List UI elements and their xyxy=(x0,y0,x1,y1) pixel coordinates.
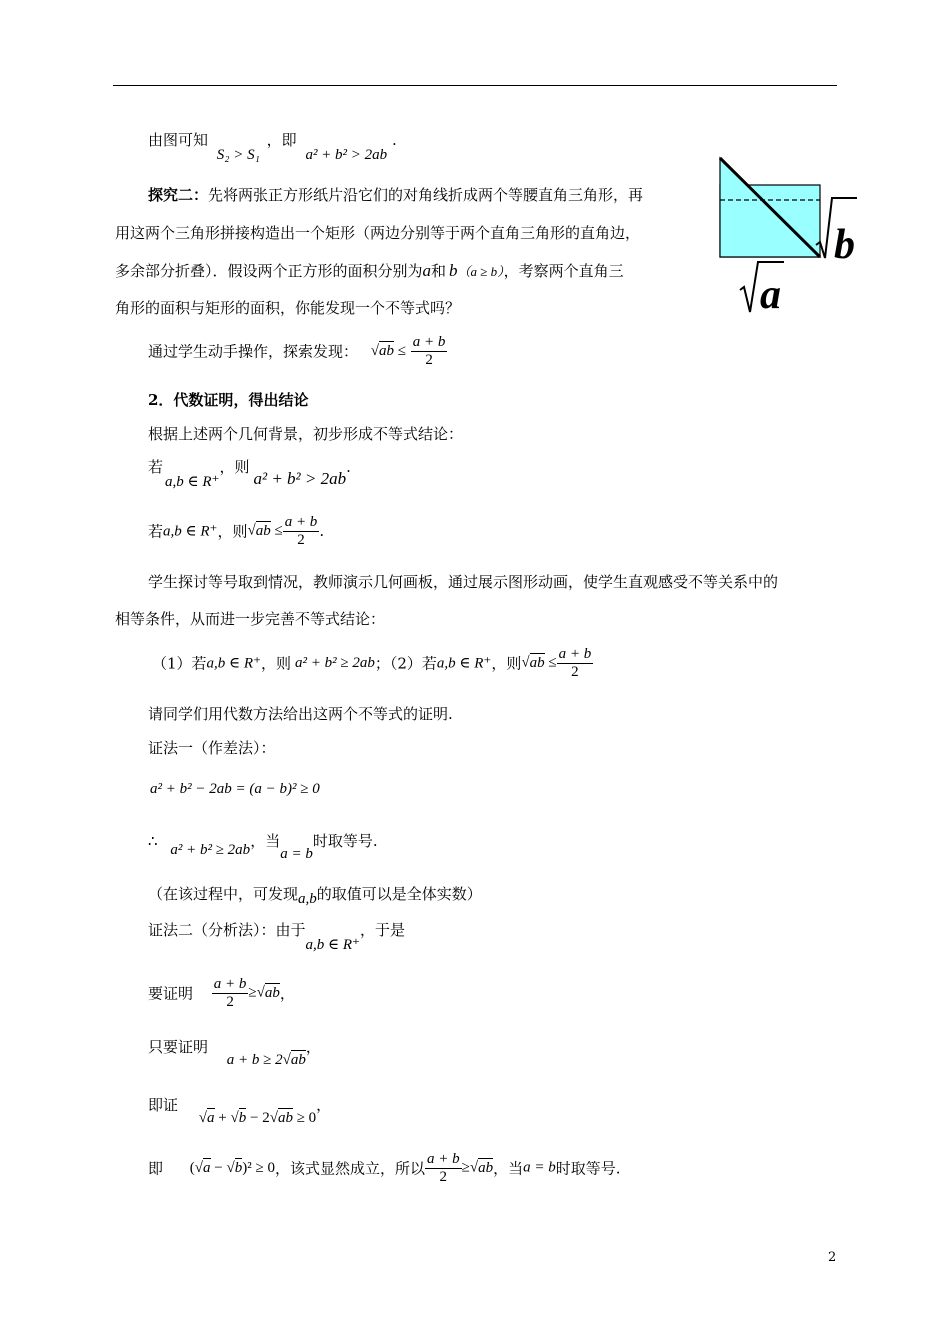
text: ， xyxy=(305,1038,321,1056)
text: . xyxy=(346,458,351,476)
formula: a² + b² ≥ 2ab xyxy=(170,842,251,858)
proof2-title xyxy=(148,919,405,953)
text: 即 xyxy=(148,1159,164,1178)
cond-a-ge-b: （a ≥ b） xyxy=(457,264,504,279)
denominator: 2 xyxy=(226,993,234,1010)
text: 要证明 xyxy=(148,984,194,1003)
sqrt-ab: ab xyxy=(277,1110,293,1126)
rel: ≤ xyxy=(274,522,283,539)
denominator: 2 xyxy=(425,351,433,368)
text: ，当 xyxy=(493,1159,524,1178)
sqrt-b: b xyxy=(234,1159,243,1176)
text: ， xyxy=(279,984,295,1003)
text: . xyxy=(319,522,325,540)
text: 若 xyxy=(148,522,164,541)
sqrt-ab: ab xyxy=(529,654,545,671)
cond: a = b xyxy=(280,846,313,862)
formula: a + b ≥ 2√ab xyxy=(226,1052,306,1068)
cond: a,b ∈ R⁺ xyxy=(163,523,218,540)
numerator: a + b xyxy=(284,514,318,530)
text: （在该过程中，可发现 xyxy=(148,885,299,903)
cond: a,b ∈ R⁺ xyxy=(165,474,220,490)
text: ，则 xyxy=(219,458,250,476)
formula: ≥√ab xyxy=(248,984,280,1001)
text: ，当 xyxy=(250,832,281,850)
op: − xyxy=(214,1159,223,1176)
sqrt-ab: ab xyxy=(290,1052,306,1068)
text: 若 xyxy=(148,458,164,476)
header-rule xyxy=(113,85,837,86)
rel: ≥ 0 xyxy=(296,1110,317,1126)
proof1-eq: a² + b² − 2ab = (a − b)² ≥ 0 xyxy=(150,781,320,797)
inquiry2-line1 xyxy=(148,184,643,205)
rel: ≥ xyxy=(461,1159,470,1176)
para1: 根据上述两个几何背景，初步形成不等式结论： xyxy=(148,425,464,443)
label-sqrt-a: a xyxy=(760,272,781,318)
formula: √ab ≤ xyxy=(370,342,407,359)
denominator: 2 xyxy=(439,1168,448,1185)
numerator: a + b xyxy=(558,646,592,662)
text: ，则 xyxy=(260,654,291,673)
numerator: a + b xyxy=(412,334,446,350)
conclusion-1 xyxy=(148,456,351,490)
cond: a = b xyxy=(523,1159,556,1176)
text: ，考察两个直角三 xyxy=(503,262,624,280)
text: 证法二（分析法）：由于 xyxy=(148,921,306,939)
text: 只要证明 xyxy=(148,1038,209,1056)
cond: a,b ∈ R⁺ xyxy=(206,655,261,672)
conclusion-line xyxy=(148,129,397,163)
rel: ≤ xyxy=(548,654,557,671)
text: ，则 xyxy=(491,654,522,673)
section-2-title: 2．代数证明，得出结论 xyxy=(148,391,309,409)
formula: √a + √b − 2√ab ≥ 0 xyxy=(198,1110,317,1126)
proof2-step4 xyxy=(148,1151,621,1185)
proof2-step2 xyxy=(148,1036,321,1068)
op: − 2 xyxy=(249,1110,270,1126)
inquiry2-line2: 用这两个三角形拼接构造出一个矩形（两边分别等于两个直角三角形的直角边， xyxy=(115,224,641,242)
text: 通过学生动手操作，探索发现： xyxy=(148,342,359,361)
sqrt-a: a xyxy=(203,1159,211,1176)
sqrt-ab: ab xyxy=(255,522,271,539)
formula: a² + b² > 2ab xyxy=(253,469,347,488)
formula: (√a − √b)² ≥ 0 xyxy=(189,1159,275,1176)
numerator: a + b xyxy=(426,1151,460,1167)
formula: √ab ≤ xyxy=(521,654,557,671)
fraction xyxy=(283,514,320,548)
var: a,b xyxy=(298,891,317,907)
para2-line1: 学生探讨等号取到情况，教师演示几何画板，通过展示图形动画，使学生直观感受不等关系中的 xyxy=(148,573,779,591)
paren: ( xyxy=(189,1159,195,1176)
text: 即证 xyxy=(148,1096,179,1114)
denominator: 2 xyxy=(571,663,579,680)
formula: √ab ≤ xyxy=(247,522,283,539)
label-sqrt-b: b xyxy=(834,222,855,268)
text: 多余部分折叠）．假设两个正方形的面积分别为 xyxy=(115,262,423,280)
rel: ≤ xyxy=(397,342,407,359)
discover-line xyxy=(148,334,447,368)
text: ，即 xyxy=(266,131,297,149)
ask-line: 请同学们用代数方法给出这两个不等式的证明. xyxy=(148,705,453,723)
para2-line2: 相等条件，从而进一步完善不等式结论： xyxy=(115,610,386,628)
sqrt-ab: ab xyxy=(478,1159,494,1176)
text: . xyxy=(391,131,397,149)
text: 时取等号. xyxy=(555,1159,621,1178)
text: ；（2）若 xyxy=(374,654,437,673)
proof1-result xyxy=(148,830,378,862)
therefore: ∴ xyxy=(148,832,158,850)
op: + xyxy=(218,1110,227,1126)
text: 和 xyxy=(431,262,447,280)
final-conclusions xyxy=(152,646,593,680)
denominator: 2 xyxy=(297,531,305,548)
var-b: b xyxy=(449,261,458,280)
numerator: a + b xyxy=(213,976,247,992)
text: （1）若 xyxy=(152,654,207,673)
conclusion-2 xyxy=(148,514,324,548)
expr: a + b ≥ 2 xyxy=(226,1052,283,1068)
formula: ≥√ab xyxy=(461,1159,494,1176)
text: 的取值可以是全体实数） xyxy=(316,885,482,903)
cond: a,b ∈ R⁺ xyxy=(305,937,360,953)
proof2-step3 xyxy=(148,1094,332,1126)
inquiry2-label: 探究二： xyxy=(148,186,209,204)
formula: a² + b² ≥ 2ab xyxy=(295,654,375,671)
formula-ineq: a² + b² > 2ab xyxy=(305,147,388,163)
sqrt-b: b xyxy=(238,1110,247,1126)
text: ，则 xyxy=(217,522,248,541)
text: ， xyxy=(316,1096,332,1114)
inquiry2-line4: 角形的面积与矩形的面积，你能发现一个不等式吗？ xyxy=(115,299,461,317)
proof1-note xyxy=(148,883,482,907)
fraction xyxy=(425,1151,462,1185)
text: 先将两张正方形纸片沿它们的对角线折成两个等腰直角三角形，再 xyxy=(208,186,644,204)
proof1-title: 证法一（作差法）： xyxy=(148,739,276,757)
formula-s2-gt-s1: S₂ > S₁ xyxy=(216,147,260,163)
var-a: a xyxy=(422,261,432,280)
paren: )² ≥ 0 xyxy=(242,1159,275,1176)
page-number: 2 xyxy=(828,1250,837,1265)
text: ，该式显然成立，所以 xyxy=(274,1159,425,1178)
fraction xyxy=(557,646,594,680)
text: 时取等号. xyxy=(312,832,378,850)
text: ，于是 xyxy=(359,921,405,939)
fraction xyxy=(411,334,448,368)
inquiry2-line3 xyxy=(115,260,624,281)
sqrt-ab: ab xyxy=(379,342,395,359)
proof2-step1 xyxy=(148,976,295,1010)
rel: ≥ xyxy=(248,984,257,1001)
text: 由图可知 xyxy=(148,131,209,149)
cond: a,b ∈ R⁺ xyxy=(436,655,492,672)
sqrt-ab: ab xyxy=(264,984,280,1001)
sqrt-a: a xyxy=(207,1110,215,1126)
rectangle-figure xyxy=(712,150,862,320)
fraction xyxy=(212,976,249,1010)
